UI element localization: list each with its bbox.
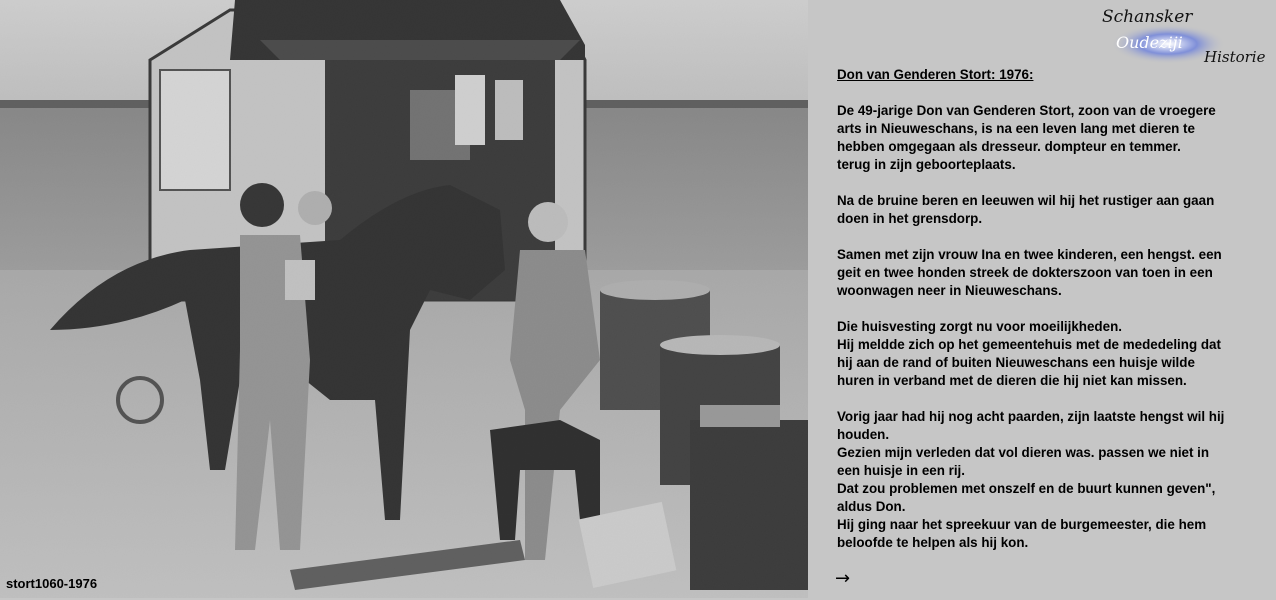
article-line: De 49-jarige Don van Genderen Stort, zoon van de vroegere — [837, 103, 1216, 118]
logo-graphic — [1100, 4, 1270, 66]
article-line: Gezien mijn verleden dat vol dieren was. passen we niet in — [837, 445, 1210, 460]
article-line: hij aan de rand of buiten Nieuweschans een huisje wilde — [837, 355, 1195, 370]
article-paragraph — [837, 318, 1273, 390]
article-paragraph — [837, 246, 1273, 300]
article-line: Hij ging naar het spreekuur van de burgemeester, die hem — [837, 517, 1207, 532]
article-line: Hij meldde zich op het gemeentehuis met de mededeling dat — [837, 337, 1221, 352]
article-paragraph — [837, 408, 1273, 552]
logo-line2: Oudeziji — [1116, 33, 1183, 52]
next-page-arrow[interactable]: → — [835, 568, 851, 589]
article-line: hebben omgegaan als dresseur. dompteur en temmer. — [837, 139, 1181, 154]
article-line: terug in zijn geboorteplaats. — [837, 157, 1016, 172]
article-line: aldus Don. — [837, 499, 906, 514]
article-line: Vorig jaar had hij nog acht paarden, zijn laatste hengst wil hij — [837, 409, 1225, 424]
article-paragraph — [837, 192, 1273, 228]
article-line: beloofde te helpen als hij kon. — [837, 535, 1029, 550]
article-line: een huisje in een rij. — [837, 463, 965, 478]
article — [837, 66, 1273, 570]
article-title: Don van Genderen Stort: 1976: — [837, 67, 1034, 82]
article-line: geit en twee honden streek de dokterszoon van toen in een — [837, 265, 1213, 280]
article-paragraph — [837, 102, 1273, 174]
article-line: Na de bruine beren en leeuwen wil hij het rustiger aan gaan — [837, 193, 1215, 208]
article-line: doen in het grensdorp. — [837, 211, 983, 226]
article-line: arts in Nieuweschans, is na een leven lang met dieren te — [837, 121, 1195, 136]
article-line: Samen met zijn vrouw Ina en twee kinderen, een hengst. een — [837, 247, 1222, 262]
article-line: huren in verband met de dieren die hij niet kan missen. — [837, 373, 1187, 388]
article-body — [837, 102, 1273, 552]
article-line: houden. — [837, 427, 890, 442]
article-line: Dat zou problemen met onszelf en de buurt kunnen geven", — [837, 481, 1216, 496]
photo-caption: stort1060-1976 — [6, 576, 98, 591]
article-line: Die huisvesting zorgt nu voor moeilijkheden. — [837, 319, 1122, 334]
article-line: woonwagen neer in Nieuweschans. — [837, 283, 1062, 298]
logo-line1: Schansker — [1102, 7, 1193, 27]
logo-line3: Historie — [1204, 48, 1266, 66]
schansker-historie-logo[interactable] — [1100, 4, 1270, 66]
